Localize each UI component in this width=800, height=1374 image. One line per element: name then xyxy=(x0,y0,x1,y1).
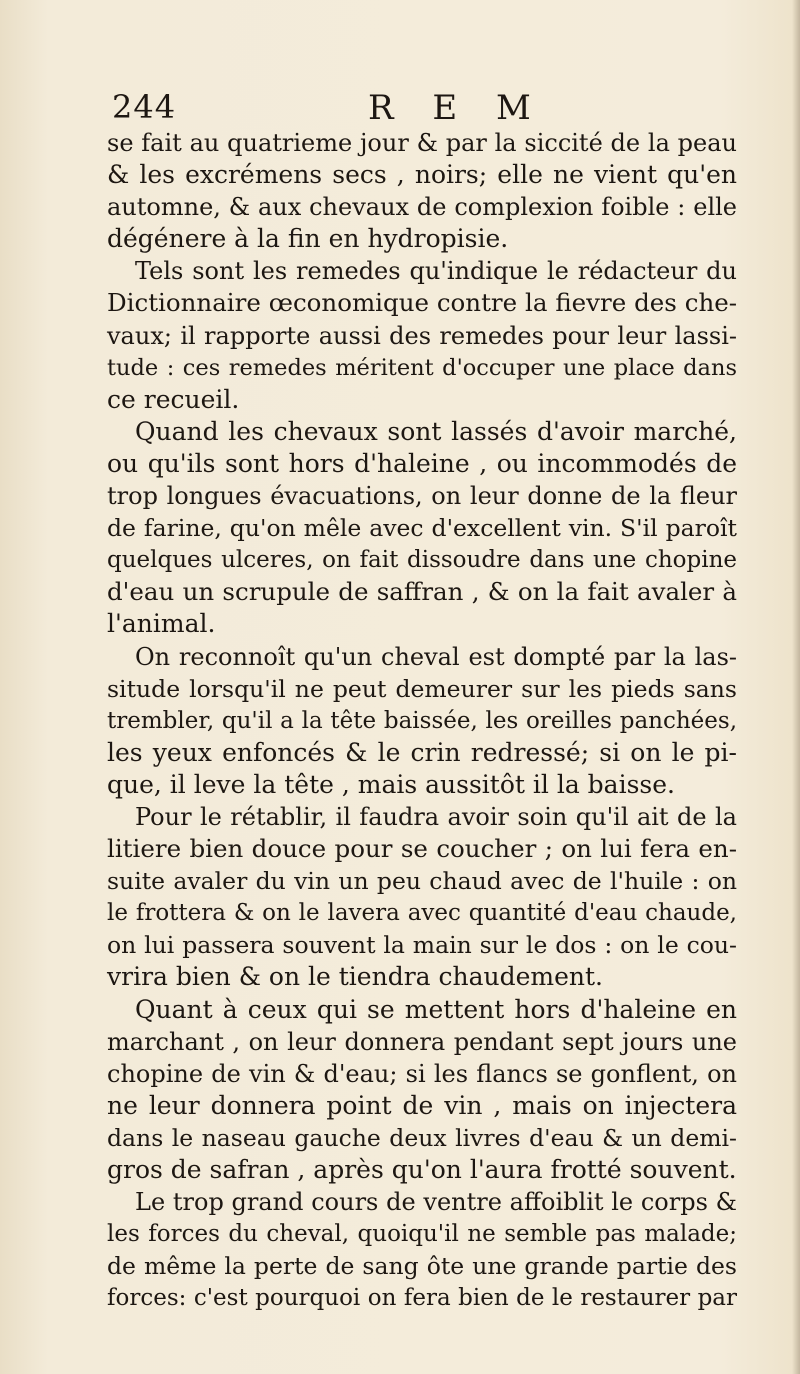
text-line: marchant , on leur donnera pendant sept jours une xyxy=(107,1027,737,1056)
text-line: Dictionnaire œconomique contre la fievre des che- xyxy=(107,288,737,318)
text-line: le frottera & on le lavera avec quantité d'eau chaude, xyxy=(107,900,737,927)
text-line: trop longues évacuations, on leur donne de la fleur xyxy=(107,482,737,511)
text-line: ce recueil. xyxy=(107,384,240,414)
text-line: trembler, qu'il a la tête baissée, les oreilles panchées, xyxy=(107,707,737,734)
text-line: Tels sont les remedes qu'indique le rédacteur du xyxy=(135,257,737,286)
text-line: de même la perte de sang ôte une grande partie des xyxy=(107,1252,737,1281)
text-line: vrira bien & on le tiendra chaudement. xyxy=(107,962,603,992)
text-line: Quant à ceux qui se mettent hors d'haleine en xyxy=(135,994,737,1024)
text-line: tude : ces remedes méritent d'occuper une place dans xyxy=(107,354,737,381)
text-line: chopine de vin & d'eau; si les flancs se gonflent, on xyxy=(107,1059,737,1088)
text-line: ou qu'ils sont hors d'haleine , ou incommodés de xyxy=(107,448,737,478)
text-line: on lui passera souvent la main sur le dos : on le cou- xyxy=(107,931,737,960)
text-line: les forces du cheval, quoiqu'il ne semble pas malade; xyxy=(107,1221,737,1248)
text-line: situde lorsqu'il ne peut demeurer sur les pieds sans xyxy=(107,674,737,703)
text-line: automne, & aux chevaux de complexion foible : elle xyxy=(107,193,737,222)
text-line: ne leur donnera point de vin , mais on injectera xyxy=(107,1090,737,1120)
text-line: quelques ulceres, on fait dissoudre dans une chopine xyxy=(107,547,737,574)
text-line: Le trop grand cours de ventre affoiblit le corps & xyxy=(135,1188,737,1217)
text-line: & les excrémens secs , noirs; elle ne vient qu'en xyxy=(107,160,737,190)
text-line: dégénere à la fin en hydropisie. xyxy=(107,224,509,254)
text-line: Quand les chevaux sont lassés d'avoir marché, xyxy=(135,416,737,446)
text-line: les yeux enfoncés & le crin redressé; si on le pi- xyxy=(107,737,737,767)
page-edge-shadow xyxy=(792,0,800,1374)
page-header xyxy=(112,88,712,128)
text-line: de farine, qu'on mêle avec d'excellent vin. S'il paroît xyxy=(107,514,737,543)
text-line: dans le naseau gauche deux livres d'eau & un demi- xyxy=(107,1123,737,1152)
text-line: l'animal. xyxy=(107,609,216,639)
text-line: se fait au quatrieme jour & par la siccité de la peau xyxy=(107,129,737,157)
running-head: R E M xyxy=(368,88,545,128)
text-line: vaux; il rapporte aussi des remedes pour leur lassi- xyxy=(107,321,737,350)
text-line: gros de safran , après qu'on l'aura frotté souvent. xyxy=(107,1155,737,1184)
text-line: d'eau un scrupule de saffran , & on la fait avaler à xyxy=(107,577,737,607)
page-number: 244 xyxy=(112,88,177,126)
text-line: suite avaler du vin un peu chaud avec de l'huile : on xyxy=(107,867,737,896)
body-text xyxy=(107,127,737,1314)
text-line: que, il leve la tête , mais aussitôt il la baisse. xyxy=(107,769,675,799)
text-line: On reconnoît qu'un cheval est dompté par la las- xyxy=(135,642,737,671)
text-line: forces: c'est pourquoi on fera bien de le restaurer par xyxy=(107,1285,737,1312)
text-line: Pour le rétablir, il faudra avoir soin qu'il ait de la xyxy=(135,802,737,831)
text-line: litiere bien douce pour se coucher ; on lui fera en- xyxy=(107,834,737,864)
